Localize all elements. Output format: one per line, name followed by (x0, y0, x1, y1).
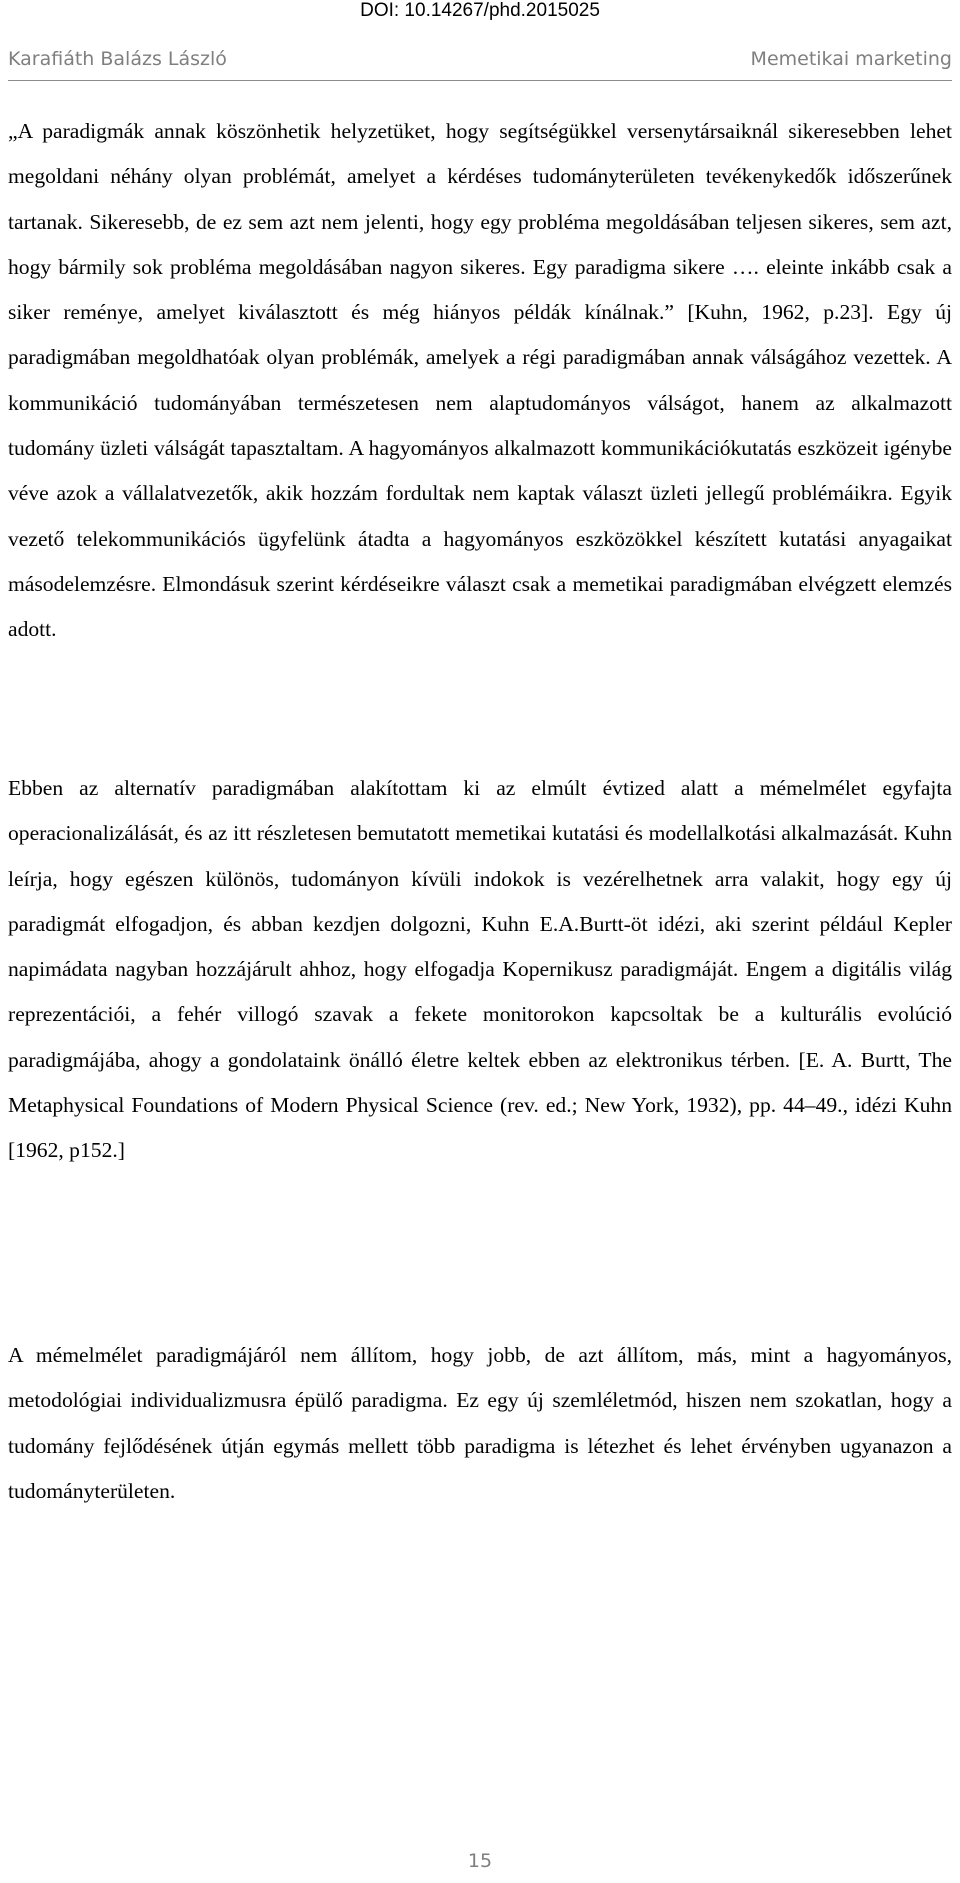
body-paragraph-meme-theory: A mémelmélet paradigmájáról nem állítom, hogy jobb, de azt állítom, más, mint a hagyományos, metodológiai individualizmusra épülő paradigma. Ez egy új szemléletmód, hiszen nem szokatlan, hogy a tudomány fejlődésének útján egymás mellett több paradigma is létezhet és lehet érvényben ugyanazon a tudományterületen. (8, 1343, 952, 1503)
header-divider (8, 80, 952, 81)
body-paragraph-quote: „A paradigmák annak köszönhetik helyzetüket, hogy segítségükkel versenytársaiknál sikeresebben lehet megoldani néhány olyan problémát, amelyet a kérdéses tudományterületen tevékenykedők időszerűnek tartanak. Sikeresebb, de ez sem azt nem jelenti, hogy egy probléma megoldásában teljesen sikeres, sem azt, hogy bármily sok probléma megoldásában nagyon sikeres. Egy paradigma sikere …. eleinte inkább csak a siker reménye, amelyet kiválasztott és még hiányos példák kínálnak.” [Kuhn, 1962, p.23]. Egy új paradigmában megoldhatóak olyan problémák, amelyek a régi paradigmában annak válságához vezettek. A kommunikáció tudományában természetesen nem alaptudományos válságot, hanem az alkalmazott tudomány üzleti válságát tapasztaltam. A hagyományos alkalmazott kommunikációkutatás eszközeit igénybe véve azok a vállalatvezetők, akik hozzám fordultak nem kaptak választ üzleti jellegű problémáikra. Egyik vezető telekommunikációs ügyfelünk átadta a hagyományos eszközökkel készített kutatási anyagaikat másodelemzésre. Elmondásuk szerint kérdéseikre választ csak a memetikai paradigmában elvégzett elemzés adott. (8, 119, 952, 642)
header-author: Karafiáth Balázs László (8, 48, 227, 70)
doi-line: DOI: 10.14267/phd.2015025 (360, 0, 600, 21)
header-title: Memetikai marketing (750, 48, 952, 70)
page-number: 15 (467, 1850, 493, 1872)
body-paragraph-alternative: Ebben az alternatív paradigmában alakítottam ki az elmúlt évtized alatt a mémelmélet egyfajta operacionalizálását, és az itt részletesen bemutatott memetikai kutatási és modellalkotási alkalmazását. Kuhn leírja, hogy egészen különös, tudományon kívüli indokok is vezérelhetnek arra valakit, hogy egy új paradigmát elfogadjon, és abban kezdjen dolgozni, Kuhn E.A.Burtt-öt idézi, aki szerint például Kepler napimádata nagyban hozzájárult ahhoz, hogy elfogadja Kopernikusz paradigmáját. Engem a digitális világ reprezentációi, a fehér villogó szavak a fekete monitorokon kapcsoltak be a kulturális evolúció paradigmájába, ahogy a gondolataink önálló életre keltek ebben az elektronikus térben. [E. A. Burtt, The Metaphysical Foundations of Modern Physical Science (rev. ed.; New York, 1932), pp. 44–49., idézi Kuhn [1962, p152.] (8, 776, 952, 1163)
running-header (8, 44, 952, 74)
